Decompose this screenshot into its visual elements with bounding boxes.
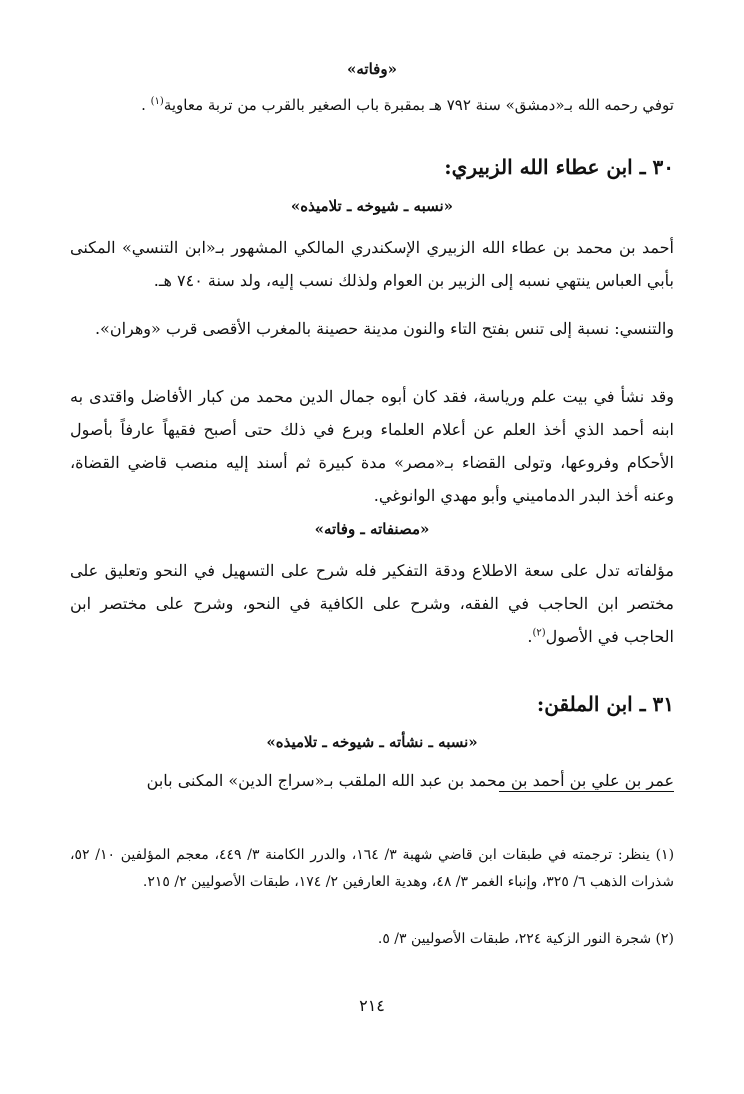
section-31-paragraph-1: عمر بن علي بن أحمد بن محمد بن عبد الله الملقب بـ«سراج الدين» المكنى بابن (146, 771, 674, 790)
section-30-title: ٣٠ ـ ابن عطاء الله الزبيري: (444, 155, 674, 179)
death-text: توفي رحمه الله بـ«دمشق» سنة ٧٩٢ هـ بمقبرة باب الصغير بالقرب من تربة معاوية (163, 96, 674, 114)
section-31-title: ٣١ ـ ابن الملقن: (536, 692, 674, 716)
footnote-ref-1: (١) (150, 96, 164, 107)
footnote-2: (٢) شجرة النور الزكية ٢٢٤، طبقات الأصوليين ٣/ ٥. (377, 931, 674, 947)
footnote-1: (١) ينظر: ترجمته في طبقات ابن قاضي شهبة ٣/ ١٦٤، والدرر الكامنة ٣/ ٤٤٩، معجم المؤلفين ١٠/ ٥٢، شذرات الذهب ٦/ ٣٢٥، وإنباء الغمر ٣/ ٤٨، وهدية العارفين ٢/ ١٧٤، طبقات الأصوليين ٢/ ٢١٥. (70, 847, 675, 890)
works-text: مؤلفاته تدل على سعة الاطلاع ودقة التفكير فله شرح على التسهيل في النحو وتعليق على مختصر ابن الحاجب في الفقه، وشرح على الكافية في النحو، وشرح على مختصر ابن الحاجب في الأصول (70, 561, 674, 646)
section-30-subheading-lineage: «نسبه ـ شيوخه ـ تلاميذه» (290, 197, 454, 215)
section-30-paragraph-4 (70, 554, 674, 653)
death-heading: «وفاته» (347, 60, 397, 78)
section-30-paragraph-2: والتنسي: نسبة إلى تنس بفتح التاء والنون مدينة حصينة بالمغرب الأقصى قرب «وهران». (94, 319, 674, 338)
footnote-ref-2: (٢) (532, 627, 546, 639)
section-31-subheading: «نسبه ـ نشأته ـ شيوخه ـ تلاميذه» (266, 733, 478, 751)
footnote-divider (499, 791, 674, 792)
death-paragraph: توفي رحمه الله بـ«دمشق» سنة ٧٩٢ هـ بمقبرة باب الصغير بالقرب من تربة معاوية$^{(١)}$ . (141, 96, 674, 114)
page-number: ٢١٤ (359, 996, 385, 1015)
section-30-paragraph-1: أحمد بن محمد بن عطاء الله الزبيري الإسكندري المالكي المشهور بـ«ابن التنسي» المكنى بأبي العباس ينتهي نسبه إلى الزبير بن العوام ولذلك نسب إليه، ولد سنة ٧٤٠ هـ. (70, 238, 674, 290)
section-30-paragraph-3: وقد نشأ في بيت علم ورياسة، فقد كان أبوه جمال الدين محمد من كبار الأفاضل واقتدى به ابنه أحمد الذي أخذ العلم عن أعلام العلماء وبرع في ذلك حتى أصبح فقيهاً عارفاً بأصول الأحكام وفروعها، وتولى القضاء بـ«مصر» مدة كبيرة ثم أسند إليه منصب قاضي القضاة، وعنه أخذ البدر الدماميني وأبو مهدي الوانوغي. (70, 387, 674, 505)
section-30-subheading-works: «مصنفاته ـ وفاته» (314, 520, 430, 538)
works-text-end: . (527, 627, 533, 646)
